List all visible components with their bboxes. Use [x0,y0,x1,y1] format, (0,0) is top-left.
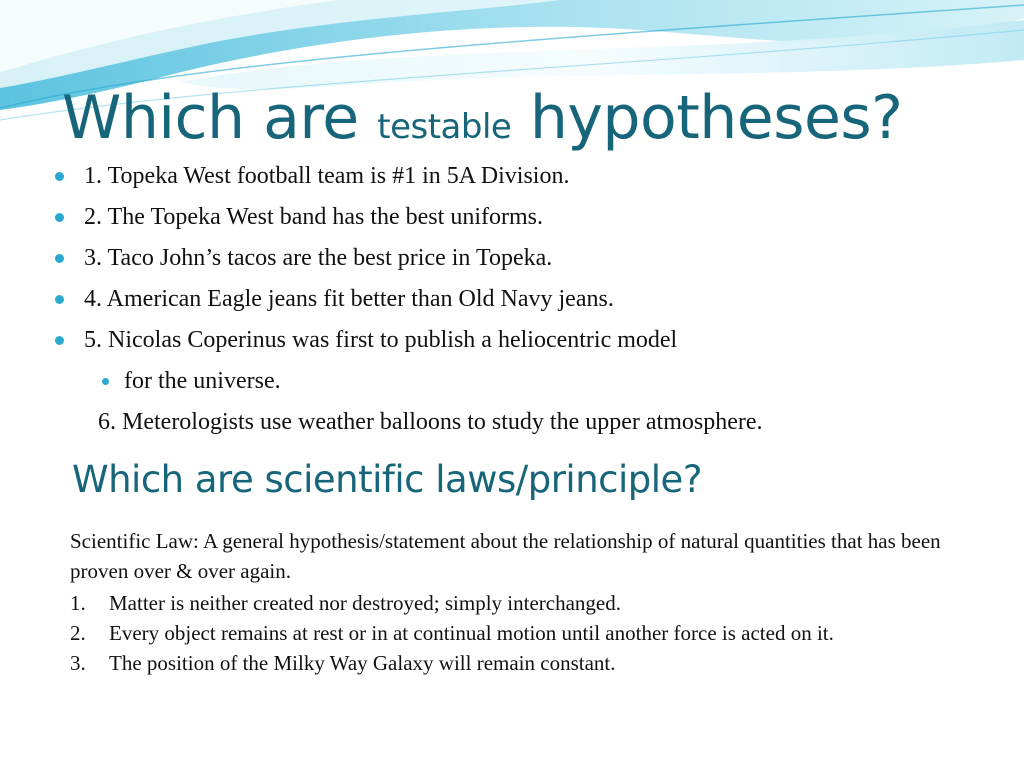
law-number: 2. [70,621,86,645]
hypothesis-item [52,156,763,197]
bullet-dot-icon [55,172,64,181]
hypothesis-text: 4. American Eagle jeans fit better than Old Navy jeans. [84,286,614,312]
bullet-dot-icon [55,336,64,345]
title-part-3: hypotheses? [529,83,903,153]
hypothesis-text: 2. The Topeka West band has the best uniforms. [84,204,543,230]
title-part-2: testable [377,107,512,147]
law-item [70,618,970,648]
law-number: 3. [70,651,86,675]
law-text: Every object remains at rest or in at continual motion until another force is acted on it. [109,621,834,645]
title-part-1: Which are [62,83,359,153]
law-item [70,648,970,678]
hypotheses-list [52,156,763,443]
slide-title [62,78,902,167]
laws-heading: Which are scientific laws/principle? [72,458,702,501]
hypothesis-item [52,197,763,238]
hypothesis-text: 1. Topeka West football team is #1 in 5A Division. [84,163,570,189]
hypothesis-item [52,402,763,443]
law-text: Matter is neither created nor destroyed; simply interchanged. [109,591,621,615]
hypothesis-item [52,238,763,279]
law-definition: Scientific Law: A general hypothesis/statement about the relationship of natural quantities that has been proven over & over again. [70,529,941,583]
law-text: The position of the Milky Way Galaxy will remain constant. [109,651,616,675]
hypothesis-text: 6. Meterologists use weather balloons to study the upper atmosphere. [98,409,763,435]
hypothesis-text: 5. Nicolas Coperinus was first to publish a heliocentric model [84,327,678,353]
laws-list [70,588,970,678]
hypothesis-text: 3. Taco John’s tacos are the best price in Topeka. [84,245,553,271]
hypothesis-item [52,279,763,320]
law-item [70,588,970,618]
hypothesis-subitem [52,361,763,402]
bullet-dot-icon [55,254,64,263]
bullet-dot-icon [102,378,109,385]
hypothesis-item [52,320,763,361]
law-number: 1. [70,591,86,615]
bullet-dot-icon [55,295,64,304]
hypothesis-text: for the universe. [124,368,281,394]
bullet-dot-icon [55,213,64,222]
